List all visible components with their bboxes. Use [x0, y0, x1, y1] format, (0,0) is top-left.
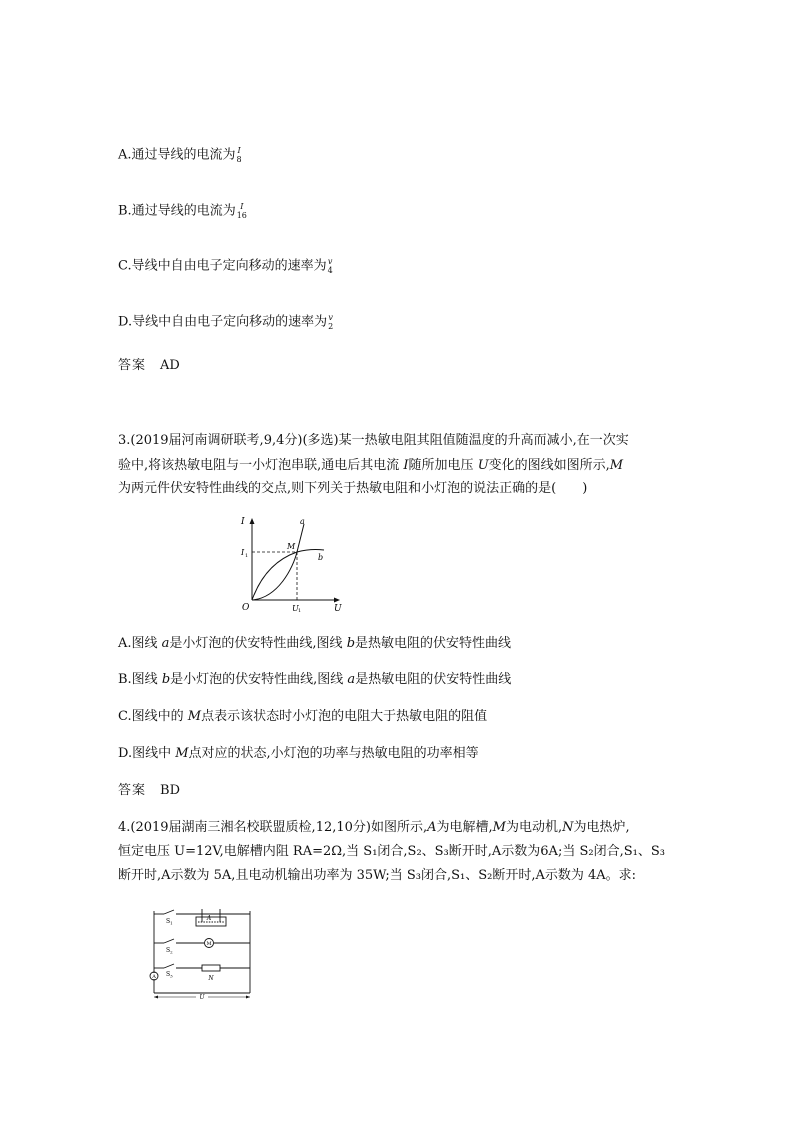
- s1-label: $S_1$: [166, 918, 173, 926]
- q3-option-d: D.图线中 M点对应的状态,小灯泡的功率与热敏电阻的功率相等: [118, 746, 479, 761]
- i1-label: I: [241, 548, 245, 557]
- s3-label: $S_3$: [166, 971, 173, 979]
- voltage-label: U: [199, 994, 205, 999]
- q4-stem-line-1: 4.(2019届湖南三湘名校联盟质检,12,10分)如图所示,A为电解槽,M为电动机,N为电热炉,: [118, 820, 630, 835]
- voltage-arrow-left: [154, 996, 158, 999]
- q2-option-b: B.通过导线的电流为 I 16: [118, 202, 247, 220]
- heater-resistor: [202, 965, 220, 971]
- q4-stem-line-3: 断开时,A示数为 5A,且电动机输出功率为 35W;当 S₃闭合,S₁、S₂断开时,A示数为 4A。求:: [118, 868, 637, 883]
- q3-option-a: A.图线 a是小灯泡的伏安特性曲线,图线 b是热敏电阻的伏安特性曲线: [118, 636, 512, 651]
- fraction: I 16: [236, 202, 247, 220]
- q2-option-c: C.导线中自由电子定向移动的速率为 v 4: [118, 257, 333, 275]
- q3-stem-line-3: 为两元件伏安特性曲线的交点,则下列关于热敏电阻和小灯泡的说法正确的是( ): [118, 481, 588, 496]
- fraction: I 8: [236, 146, 242, 164]
- switch-s1: [164, 910, 174, 914]
- switch-s3: [164, 964, 174, 968]
- i-axis-label: I: [241, 517, 245, 527]
- q3-option-b: B.图线 b是小灯泡的伏安特性曲线,图线 a是热敏电阻的伏安特性曲线: [118, 672, 512, 687]
- intersection-m-label: M: [287, 542, 296, 551]
- origin-label: O: [242, 603, 250, 612]
- fraction: v 4: [327, 257, 333, 275]
- q3-stem-line-2: 验中,将该热敏电阻与一小灯泡串联,通电后其电流 I随所加电压 U变化的图线如图所示,M: [118, 458, 624, 473]
- motor-label: M: [206, 941, 212, 947]
- curve-a-label: a: [300, 517, 305, 526]
- q2-option-d: D.导线中自由电子定向移动的速率为 v 2: [118, 313, 334, 331]
- iv-characteristic-graph: [238, 516, 348, 612]
- curve-b-label: b: [318, 553, 324, 562]
- u-axis-arrow: [334, 598, 340, 603]
- q4-stem-line-2: 恒定电压 U=12V,电解槽内阻 RA=2Ω,当 S₁闭合,S₂、S₃断开时,A示数为6A;当 S₂闭合,S₁、S₃: [118, 844, 665, 859]
- cell-label: A: [206, 915, 212, 922]
- heater-label: N: [208, 975, 214, 982]
- voltage-arrow-right: [246, 996, 250, 999]
- ammeter-label: A: [152, 974, 156, 980]
- fraction: v 2: [328, 313, 334, 331]
- switch-s2: [164, 939, 174, 943]
- q3-answer: 答案 BD: [118, 783, 180, 798]
- u1-label: U: [292, 604, 299, 612]
- q3-stem-line-1: 3.(2019届河南调研联考,9,4分)(多选)某一热敏电阻其阻值随温度的升高而减小,在一次实: [118, 433, 629, 448]
- i1-subscript: 1: [245, 553, 249, 559]
- q2-answer: 答案 AD: [118, 358, 180, 373]
- u1-subscript: 1: [298, 608, 302, 612]
- circuit-diagram: [140, 905, 256, 999]
- i-axis-arrow: [250, 518, 255, 524]
- q3-option-c: C.图线中的 M点表示该状态时小灯泡的电阻大于热敏电阻的阻值: [118, 709, 488, 724]
- q2-option-a: A.通过导线的电流为 I 8: [118, 146, 242, 164]
- curve-b: [252, 549, 324, 600]
- u-axis-label: U: [334, 604, 342, 612]
- s2-label: $S_2$: [166, 947, 173, 955]
